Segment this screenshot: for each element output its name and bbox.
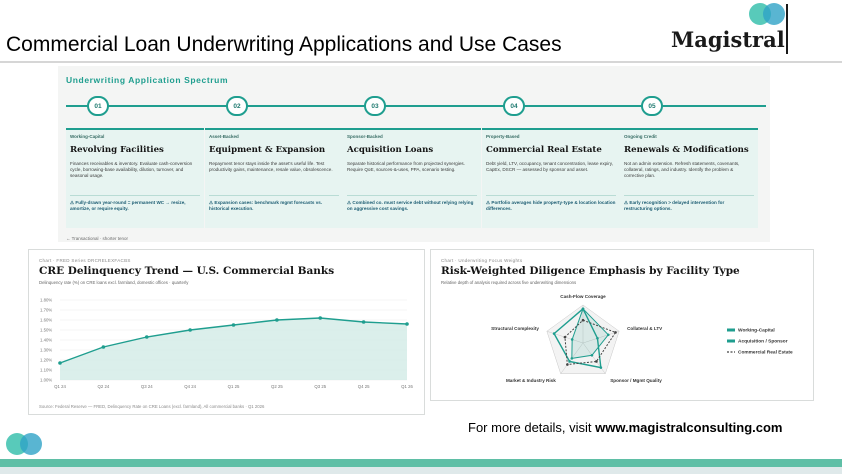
card-title: Acquisition Loans: [347, 145, 434, 155]
radar-axis-label: Structural Complexity: [491, 326, 539, 332]
data-point: [275, 318, 279, 322]
y-tick-label: 1.40%: [40, 337, 53, 343]
spectrum-axis-legend: ← Transactional · shorter tenor: [66, 236, 129, 241]
card-revolving-facilities: [66, 128, 204, 228]
data-point: [405, 322, 409, 326]
radar-data-point: [571, 338, 574, 341]
x-tick-label: Q1 25: [227, 384, 240, 389]
x-tick-label: Q2 24: [97, 384, 110, 389]
radar-axis-label: Cash-Flow Coverage: [560, 294, 606, 300]
x-tick-label: Q3 24: [140, 384, 153, 389]
radar-data-point: [571, 357, 574, 360]
delinquency-chart-panel: [28, 249, 425, 415]
radar-data-point: [595, 360, 598, 363]
card-body: Separate historical performance from projected synergies. Require QoE, sources-&-uses, PPA, scenario testing.: [347, 161, 465, 173]
y-tick-label: 1.50%: [40, 327, 53, 333]
radar-data-point: [582, 319, 585, 322]
step-circle: 01: [87, 96, 109, 116]
data-point: [362, 320, 366, 324]
x-tick-label: Q4 25: [357, 384, 370, 389]
radar-data-point: [553, 332, 556, 335]
card-body: Not an admin extension. Refresh statements, covenants, collateral, ratings, and industry. Identify the problem & corrective plan.: [624, 161, 740, 179]
radar-data-point: [568, 360, 571, 363]
footer-logo-circles-icon: [5, 432, 45, 456]
data-point: [58, 361, 62, 365]
radar-data-point: [607, 333, 610, 336]
legend-swatch: [727, 340, 735, 343]
spectrum-title: Underwriting Application Spectrum: [66, 75, 229, 85]
radar-axis-label: Market & Industry Risk: [505, 378, 556, 384]
y-tick-label: 1.70%: [40, 307, 53, 313]
radar-axis-label: Sponsor / Mgmt Quality: [610, 378, 662, 384]
legend-label: Working-Capital: [738, 328, 775, 334]
card-warning-note: ⚠ Expansion cases: benchmark mgmt forecasts vs. historical execution.: [209, 195, 339, 212]
step-circle: 03: [364, 96, 386, 116]
card-title: Equipment & Expansion: [209, 145, 326, 155]
y-tick-label: 1.00%: [40, 377, 53, 383]
data-point: [188, 328, 192, 332]
legend-label: Acquisition / Sponsor: [738, 339, 788, 345]
radar-data-point: [566, 363, 569, 366]
logo-divider: [786, 4, 788, 54]
chart-source: Source: Federal Reserve — FRED, Delinquency Rate on CRE Loans (excl. farmland), All commercial banks · Q1 2026: [39, 404, 265, 409]
chart-title: Risk-Weighted Diligence Emphasis by Facility Type: [441, 265, 740, 277]
x-tick-label: Q1 26: [401, 384, 413, 389]
radar-data-point: [600, 366, 603, 369]
card-tag: Ongoing Credit: [624, 134, 657, 139]
card-renewals-modifications: [620, 128, 758, 228]
data-point: [145, 335, 149, 339]
radar-data-point: [614, 331, 617, 334]
application-spectrum: [58, 66, 770, 242]
data-point: [232, 323, 236, 327]
card-warning-note: ⚠ Combined co. must service debt without relying relying on aggressive cost savings.: [347, 195, 477, 212]
chart-title: CRE Delinquency Trend — U.S. Commercial Banks: [39, 265, 335, 277]
series-area: [60, 318, 407, 380]
card-warning-note: ⚠ Early recognition > delayed intervention for restructuring options.: [624, 195, 754, 212]
card-title: Commercial Real Estate: [486, 145, 602, 155]
card-title: Renewals & Modifications: [624, 145, 749, 155]
card-commercial-real-estate: [482, 128, 620, 228]
step-circle: 04: [503, 96, 525, 116]
card-tag: Sponsor-Backed: [347, 134, 383, 139]
legend-swatch: [727, 329, 735, 332]
x-tick-label: Q4 24: [184, 384, 196, 389]
card-body: Repayment tenor stays inside the asset’s useful life. Test productivity gains, maintenance, resale value, obsolescence.: [209, 161, 333, 173]
x-tick-label: Q3 25: [314, 384, 327, 389]
footer-prefix: For more details, visit: [468, 420, 596, 435]
delinquency-line-chart: [29, 250, 426, 400]
logo-wordmark: Magistral: [671, 27, 785, 52]
step-circle: 02: [226, 96, 248, 116]
footer-contact: [468, 420, 782, 435]
y-tick-label: 1.30%: [40, 347, 53, 353]
radar-axis-label: Collateral & LTV: [627, 326, 663, 332]
y-tick-label: 1.10%: [40, 367, 53, 373]
radar-data-point: [582, 308, 585, 311]
x-tick-label: Q1 24: [54, 384, 66, 389]
data-point: [318, 316, 322, 320]
footer-band: [0, 467, 842, 474]
header-rule: [0, 61, 842, 63]
y-tick-label: 1.20%: [40, 357, 53, 363]
chart-tag: Chart · Underwriting Focus Weights: [441, 258, 523, 263]
data-point: [102, 345, 106, 349]
y-tick-label: 1.80%: [40, 297, 53, 303]
chart-subtitle: Relative depth of analysis required across five underwriting dimensions: [441, 280, 577, 285]
footer-url-link[interactable]: www.magistralconsulting.com: [595, 420, 783, 435]
diligence-radar-chart: [431, 250, 815, 402]
diligence-radar-panel: [430, 249, 814, 401]
slide-title: Commercial Loan Underwriting Applications and Use Cases: [6, 33, 562, 56]
radar-data-point: [564, 336, 567, 339]
card-tag: Working-Capital: [70, 134, 105, 139]
card-acquisition-loans: [343, 128, 481, 228]
card-equipment-expansion: [205, 128, 343, 228]
x-tick-label: Q2 25: [271, 384, 283, 389]
card-warning-note: ⚠ Portfolio averages hide property-type & location location differences.: [486, 195, 616, 212]
step-circle: 05: [641, 96, 663, 116]
radar-data-point: [596, 337, 599, 340]
card-body: Finances receivables & inventory. Evaluate cash-conversion cycle, borrowing-base availability, dilution, turnover, and seasonal usage.: [70, 161, 193, 179]
card-body: Debt yield, LTV, occupancy, tenant concentration, lease expiry, CapEx, DSCR — assessed by sponsor and asset.: [486, 161, 613, 173]
chart-tag: Chart · FRED Series DRCRELEXFACBS: [39, 258, 131, 263]
card-tag: Property-Based: [486, 134, 520, 139]
chart-subtitle: Delinquency rate (%) on CRE loans excl. farmland, domestic offices · quarterly: [39, 280, 189, 285]
card-tag: Asset-Backed: [209, 134, 239, 139]
card-title: Revolving Facilities: [70, 145, 164, 155]
card-warning-note: ⚠ Fully-drawn year-round = permanent WC → resize, amortize, or require equity.: [70, 195, 200, 212]
footer-accent-bar: [0, 459, 842, 467]
logo-circles-icon: [748, 2, 788, 26]
legend-label: Commercial Real Estate: [738, 350, 793, 356]
y-tick-label: 1.60%: [40, 317, 53, 323]
radar-data-point: [591, 354, 594, 357]
